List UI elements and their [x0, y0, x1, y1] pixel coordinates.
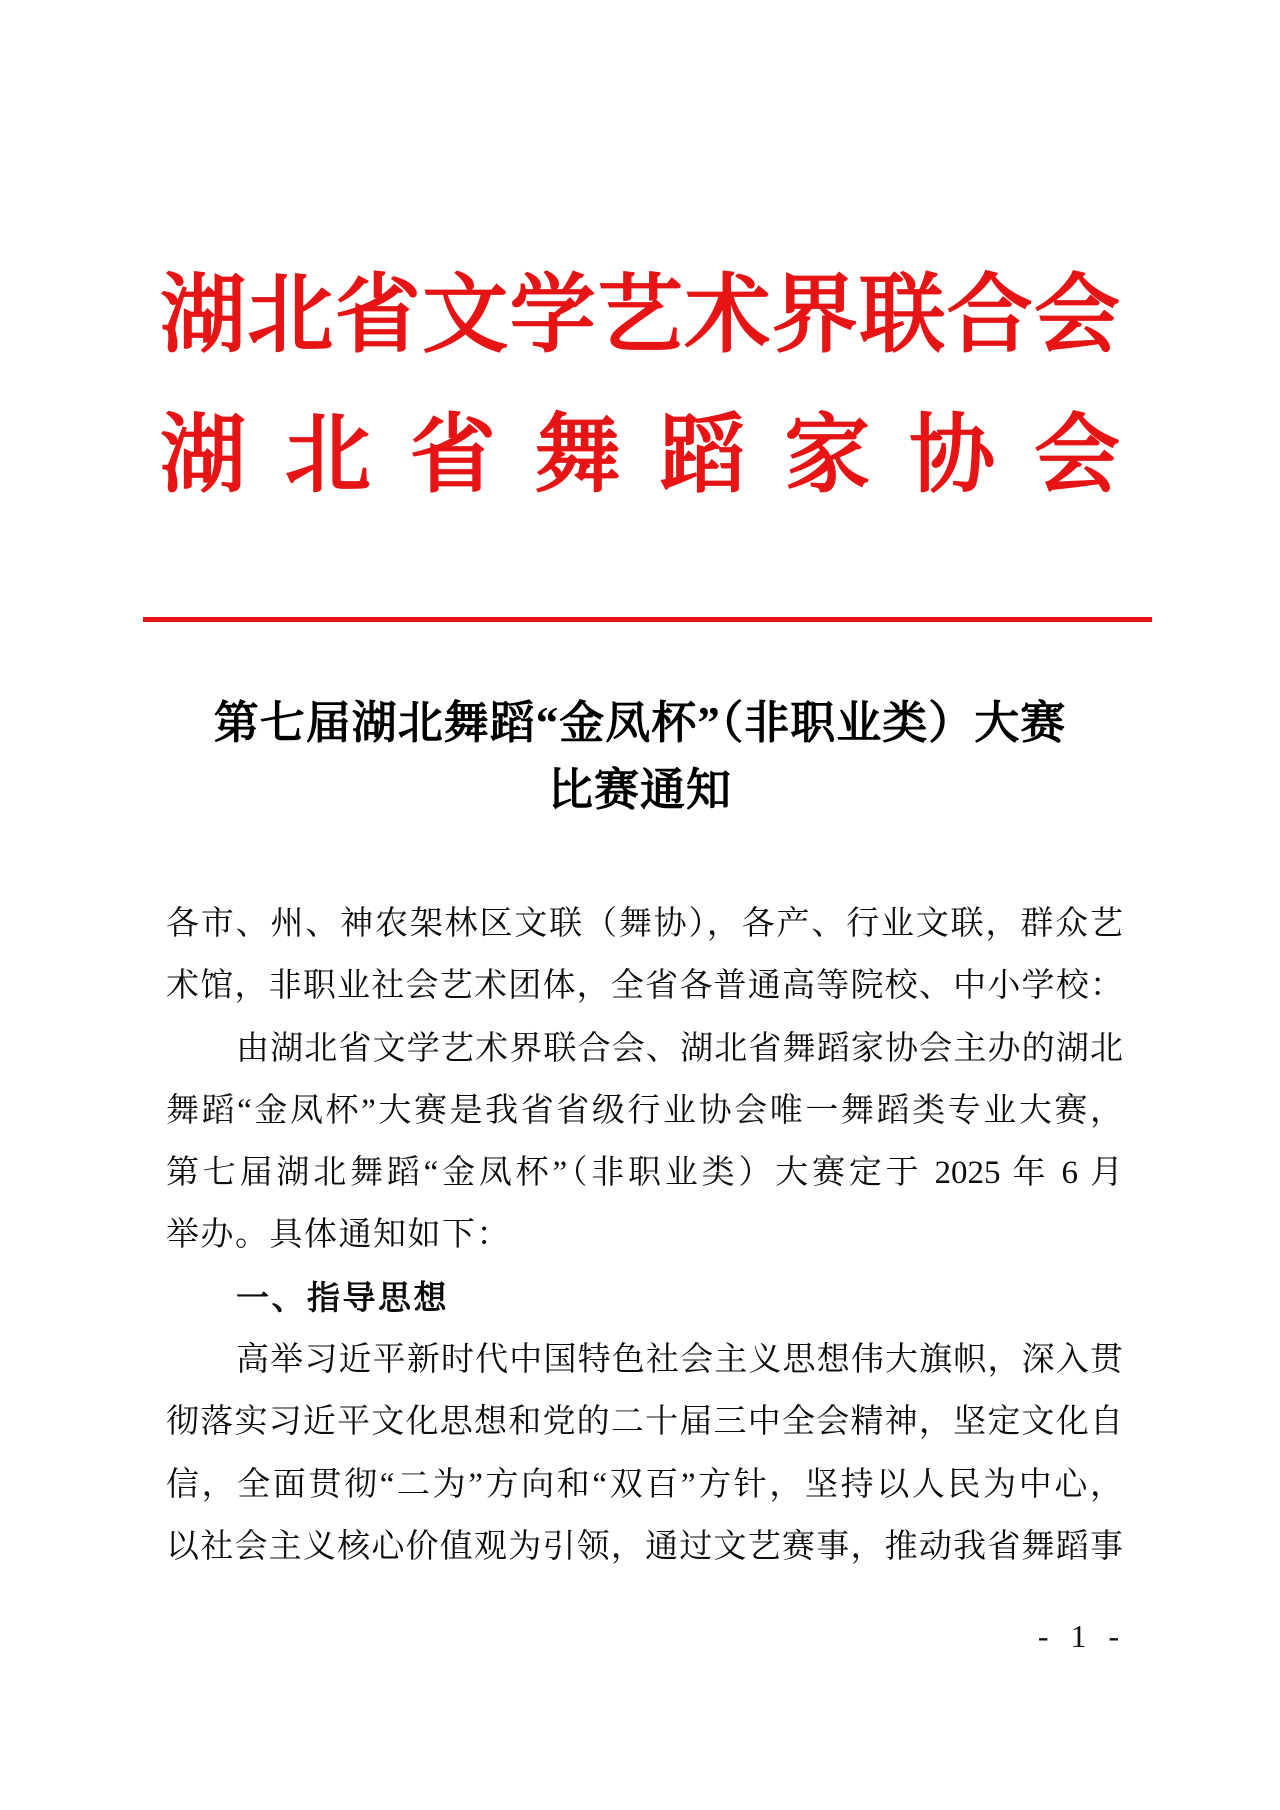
body-line: 以社会主义核心价值观为引领，通过文艺赛事，推动我省舞蹈事: [166, 1528, 1123, 1565]
body-line: 彻落实习近平文化思想和党的二十届三中全会精神，坚定文化自: [166, 1404, 1123, 1441]
body-line: 信，全面贯彻“二为”方向和“双百”方针，坚持以人民为中心，: [166, 1466, 1123, 1503]
letterhead-divider-rule: [143, 617, 1152, 622]
body-line: 高举习近平新时代中国特色社会主义思想伟大旗帜，深入贯: [236, 1342, 1123, 1379]
body-line: 第七届湖北舞蹈“金凤杯”（非职业类）大赛定于 2025 年 6 月: [166, 1155, 1123, 1192]
letterhead-org-line-1: 湖北省文学艺术界联合会: [160, 267, 1120, 363]
letterhead-org-line-2: 湖北省舞蹈家协会: [160, 407, 1120, 503]
body-line: 举办。具体通知如下：: [166, 1217, 511, 1254]
document-title-line-2: 比赛通知: [547, 765, 732, 815]
body-line: 舞蹈“金凤杯”大赛是我省省级行业协会唯一舞蹈类专业大赛，: [166, 1092, 1123, 1129]
document-title-line-1: 第七届湖北舞蹈“金凤杯”（非职业类）大赛: [213, 698, 1067, 748]
page-number: - 1 -: [1037, 1618, 1127, 1654]
body-line: 由湖北省文学艺术界联合会、湖北省舞蹈家协会主办的湖北: [236, 1030, 1123, 1067]
section-heading: 一、指导思想: [236, 1278, 449, 1316]
body-line: 术馆，非职业社会艺术团体，全省各普通高等院校、中小学校：: [166, 968, 1123, 1005]
body-line: 各市、州、神农架林区文联（舞协），各产、行业文联，群众艺: [166, 906, 1123, 942]
document-title: [146, 690, 1134, 824]
document-body: [166, 893, 1123, 1578]
